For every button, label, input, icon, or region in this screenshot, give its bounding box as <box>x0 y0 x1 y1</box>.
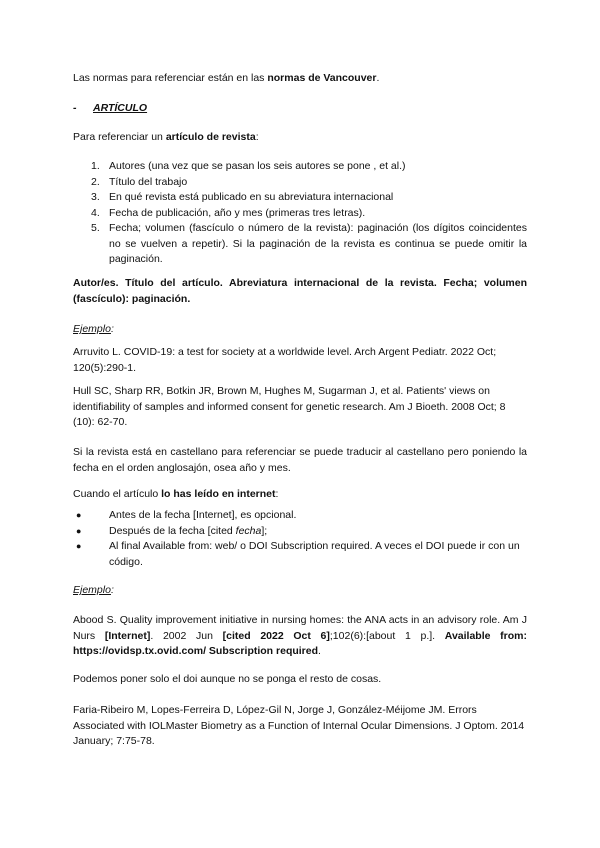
reference-3-date: . 2002 Jun <box>150 629 223 642</box>
format-line-text: Autor/es. Título del artículo. Abreviatura internacional de la revista. Fecha; volumen (fascículo): paginación. <box>73 277 527 305</box>
bullet-item <box>73 539 527 570</box>
heading-dash: - <box>73 102 77 114</box>
bullet-text-end: ]; <box>261 524 268 537</box>
spanish-note-text: Si la revista está en castellano para referenciar se puede traducir al castellano pero poniendo la fecha en el orden anglosajón, osea año y mes. <box>73 446 527 474</box>
list-item <box>73 206 527 222</box>
internet-intro <box>73 487 527 503</box>
vancouver-norms-bold: normas de Vancouver <box>267 72 377 84</box>
leido-en-internet-bold: lo has leído en internet <box>161 488 276 500</box>
numbered-list <box>73 159 527 268</box>
example1-colon: : <box>110 323 114 335</box>
list-number: 5. <box>91 222 100 234</box>
para-ref-text: Para referenciar un <box>73 131 166 143</box>
spanish-note <box>73 445 527 476</box>
heading-text: ARTÍCULO <box>93 102 148 114</box>
list-item-text: Autores (una vez que se pasan los seis autores se pone , et al.) <box>109 160 406 172</box>
articulo-de-revista-bold: artículo de revista <box>165 131 256 143</box>
bullet-text: Después de la fecha [cited <box>109 524 236 537</box>
reference-3-text: Abood S. Quality improvement initiative in nursing homes: the ANA acts in an advisory role. Am J Nurs <box>73 614 527 642</box>
bullet-dot: ● <box>76 541 82 551</box>
format-line <box>73 276 527 307</box>
bullet-text: Al final Available from: web/ o DOI Subscription required. A veces el DOI puede ir con un código. <box>109 540 520 568</box>
bullet-list <box>73 508 527 570</box>
list-item-text: Fecha de publicación, año y mes (primeras tres letras). <box>109 206 366 219</box>
reference-3-available-from: Available from: https://ovidsp.tx.ovid.com/ Subscription required <box>73 629 527 657</box>
list-item <box>73 190 527 206</box>
reference-3-internet: [Internet] <box>104 629 151 642</box>
list-number: 1. <box>91 160 100 172</box>
list-item <box>73 159 527 175</box>
reference-2 <box>73 384 527 431</box>
example1-label-line <box>73 322 527 338</box>
example2-label: Ejemplo <box>73 584 111 596</box>
reference-4-text: Faria-Ribeiro M, Lopes-Ferreira D, López-Gil N, Jorge J, González-Méijome JM. Errors Associated with IOLMaster Biometry as a Function of Internal Ocular Dimensions. J Optom. 2014 January; 7:75-78. <box>73 704 525 747</box>
list-number: 3. <box>91 191 100 203</box>
list-number: 2. <box>91 175 100 188</box>
internet-intro-text: Cuando el artículo <box>73 488 162 500</box>
intro-text: Las normas para referenciar están en las <box>73 72 268 84</box>
bullet-text: Antes de la fecha [Internet], es opcional. <box>109 509 297 521</box>
reference-3 <box>73 613 527 660</box>
reference-1 <box>73 345 527 376</box>
bullet-italic-fecha: fecha <box>235 524 262 537</box>
list-item-text: Fecha; volumen (fascículo o número de la revista): paginación (los dígitos coincidentes no se vuelven a repetir). Si la paginación de la revista es continua se puede omitir la paginación. <box>109 222 527 265</box>
reference-2-text: Hull SC, Sharp RR, Botkin JR, Brown M, Hughes M, Sugarman J, et al. Patients' views on identifiability of samples and informed consent for genetic research. Am J Bioeth. 2008 Oct; 8 (10): 62-70. <box>73 385 506 428</box>
para-ref-colon: : <box>255 131 259 143</box>
bullet-item <box>73 524 527 540</box>
section-heading-articulo <box>73 101 147 116</box>
para-referenciar <box>73 130 527 146</box>
doi-note <box>73 672 527 688</box>
internet-intro-colon: : <box>275 488 279 500</box>
reference-3-period: . <box>318 645 321 657</box>
bullet-item <box>73 508 527 524</box>
example2-colon: : <box>110 584 114 596</box>
list-number: 4. <box>91 206 100 219</box>
intro-period: . <box>376 72 380 84</box>
list-item-text: En qué revista está publicado en su abreviatura internacional <box>109 191 394 203</box>
list-item <box>73 175 527 191</box>
reference-3-volume: ;102(6):[about 1 p.]. <box>329 629 445 642</box>
doi-note-text: Podemos poner solo el doi aunque no se ponga el resto de cosas. <box>73 673 382 685</box>
reference-3-cited: [cited 2022 Oct 6] <box>222 629 330 642</box>
reference-4 <box>73 703 527 750</box>
list-item <box>73 221 527 268</box>
bullet-dot: ● <box>76 525 82 536</box>
list-item-text: Título del trabajo <box>109 175 188 188</box>
example1-label: Ejemplo <box>73 323 111 335</box>
example2-label-line <box>73 583 527 599</box>
intro-paragraph <box>73 71 527 87</box>
reference-1-text: Arruvito L. COVID-19: a test for society at a worldwide level. Arch Argent Pediatr. 2022 Oct; 120(5):290-1. <box>73 346 497 374</box>
bullet-dot: ● <box>76 510 82 520</box>
